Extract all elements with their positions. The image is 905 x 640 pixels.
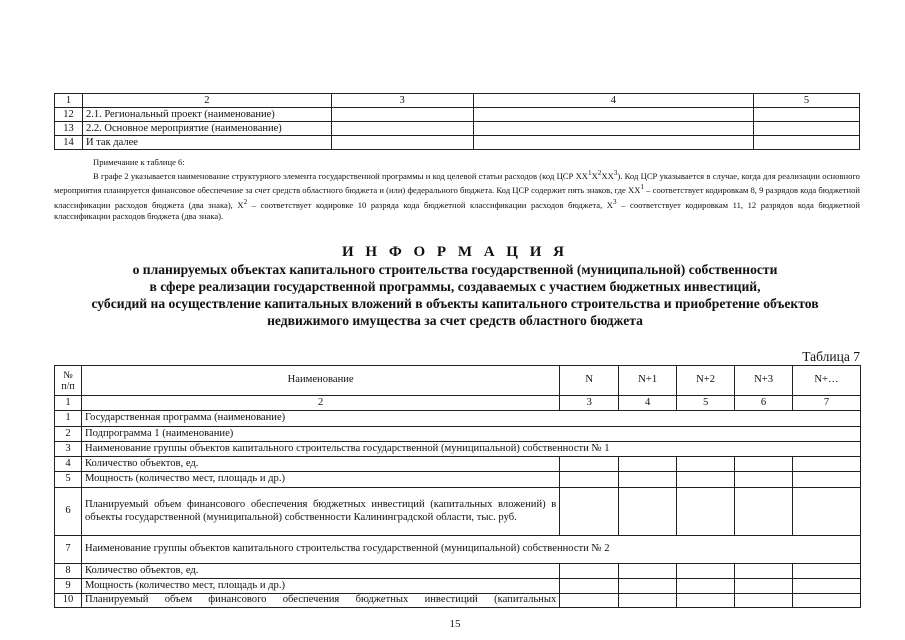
cell [677,472,735,488]
col-index: 4 [619,396,677,411]
table-row [55,108,860,122]
cell [677,594,735,608]
row-number: 1 [55,411,82,427]
cell [619,457,677,472]
table-row [55,457,861,472]
cell [793,472,861,488]
cell [793,579,861,594]
cell [473,136,754,150]
row-number: 6 [55,488,82,536]
col-index: 2 [81,396,559,411]
table-row [55,442,861,457]
cell [619,472,677,488]
cell [331,108,473,122]
page-number: 15 [449,618,461,630]
heading-line: субсидий на осуществление капитальных вложений в объекты капитального строительства и приобретение объектов [91,296,819,311]
table-7 [54,365,861,608]
table-row [55,94,860,108]
col-header: 2 [82,94,331,108]
table-row [55,472,861,488]
cell [677,457,735,472]
row-name: И так далее [82,136,331,150]
cell [793,564,861,579]
cell [331,136,473,150]
table-row [55,488,861,536]
col-header-year: N+… [793,366,861,396]
table-7-label: Таблица 7 [802,349,860,364]
row-name: 2.2. Основное мероприятие (наименование) [82,122,331,136]
table-row [55,427,861,442]
cell [619,579,677,594]
row-name: Подпрограмма 1 (наименование) [81,427,860,442]
col-index: 5 [677,396,735,411]
row-number: 3 [55,442,82,457]
cell [619,488,677,536]
col-index: 3 [560,396,619,411]
col-header-name: Наименование [81,366,559,396]
row-name: 2.1. Региональный проект (наименование) [82,108,331,122]
row-number: 13 [55,122,83,136]
col-header-year: N [560,366,619,396]
table-6-continuation [54,93,860,150]
heading-title: И Н Ф О Р М А Ц И Я [342,244,568,260]
cell [619,564,677,579]
cell [793,457,861,472]
table-row [55,564,861,579]
table-row [55,122,860,136]
cell [735,488,793,536]
row-number: 7 [55,536,82,564]
section-heading [40,244,870,329]
cell [754,108,860,122]
row-name: Наименование группы объектов капитального строительства государственной (муниципальной) собственности № 1 [81,442,860,457]
row-name: Мощность (количество мест, площадь и др.) [81,579,559,594]
cell [735,472,793,488]
row-name: Количество объектов, ед. [81,564,559,579]
col-index: 7 [793,396,861,411]
col-header-num: № п/п [55,366,82,396]
table-index-row [55,396,861,411]
cell [735,594,793,608]
cell [560,564,619,579]
cell [793,594,861,608]
cell [560,594,619,608]
row-number: 12 [55,108,83,122]
cell [560,488,619,536]
col-header-year: N+1 [619,366,677,396]
row-number: 9 [55,579,82,594]
cell [735,564,793,579]
row-number: 10 [55,594,82,608]
col-header: 5 [754,94,860,108]
row-number: 4 [55,457,82,472]
col-header: 1 [55,94,83,108]
cell [560,579,619,594]
cell [677,579,735,594]
col-header-year: N+3 [735,366,793,396]
row-name: Наименование группы объектов капитального строительства государственной (муниципальной) собственности № 2 [81,536,860,564]
row-name: Количество объектов, ед. [81,457,559,472]
heading-line: недвижимого имущества за счет средств областного бюджета [267,313,643,328]
cell [473,122,754,136]
cell [473,108,754,122]
heading-line: о планируемых объектах капитального строительства государственной (муниципальной) собственности [132,262,778,277]
table-row [55,579,861,594]
col-index: 6 [735,396,793,411]
note-paragraph: В графе 2 указывается наименование структурного элемента государственной программы и код целевой статьи расходов (код ЦСР $XX^1X^2XX^3$). Код ЦСР указывается в случае, когда для реализации основного мероприятия планируется финансовое обеспечение за счет средств областного бюджета и (или) федерального бюджета. Код ЦСР содержит пять знаков, где $XX^1$ – соответствует кодировкам 8, 9 разрядов кода бюджетной классификации расходов бюджета (два знака), $X^2$ – соответствует кодировке 10 разряда кода бюджетной классификации расходов бюджета, $X^3$ – соответствует кодировкам 11, 12 разрядов кода бюджетной классификации расходов бюджета (два знака). [54,169,860,221]
col-index: 1 [55,396,82,411]
cell [735,457,793,472]
cell [677,564,735,579]
cell [619,594,677,608]
cell [754,122,860,136]
cell [793,488,861,536]
col-header: 4 [473,94,754,108]
col-header-year: N+2 [677,366,735,396]
cell [735,579,793,594]
table-row [55,536,861,564]
cell [560,457,619,472]
cell [677,488,735,536]
cell [560,472,619,488]
cell [754,136,860,150]
row-number: 2 [55,427,82,442]
note-title: Примечание к таблице 6: [93,157,185,167]
heading-line: в сфере реализации государственной программы, создаваемых с участием бюджетных инвестиций, [149,279,761,294]
row-name: Планируемый объем финансового обеспечения бюджетных инвестиций (капитальных вложений) в объекты государственной (муниципальной) собственности Калининградской области, тыс. руб. [81,488,559,536]
row-name: Планируемый объем финансового обеспечения бюджетных инвестиций (капитальных [81,594,559,608]
row-number: 14 [55,136,83,150]
table-header-row [55,366,861,396]
cell [331,122,473,136]
col-header: 3 [331,94,473,108]
table-row [55,136,860,150]
table-6-note [54,157,860,222]
row-name: Мощность (количество мест, площадь и др.) [81,472,559,488]
table-row [55,411,861,427]
row-number: 8 [55,564,82,579]
row-number: 5 [55,472,82,488]
row-name: Государственная программа (наименование) [81,411,860,427]
table-row [55,594,861,608]
